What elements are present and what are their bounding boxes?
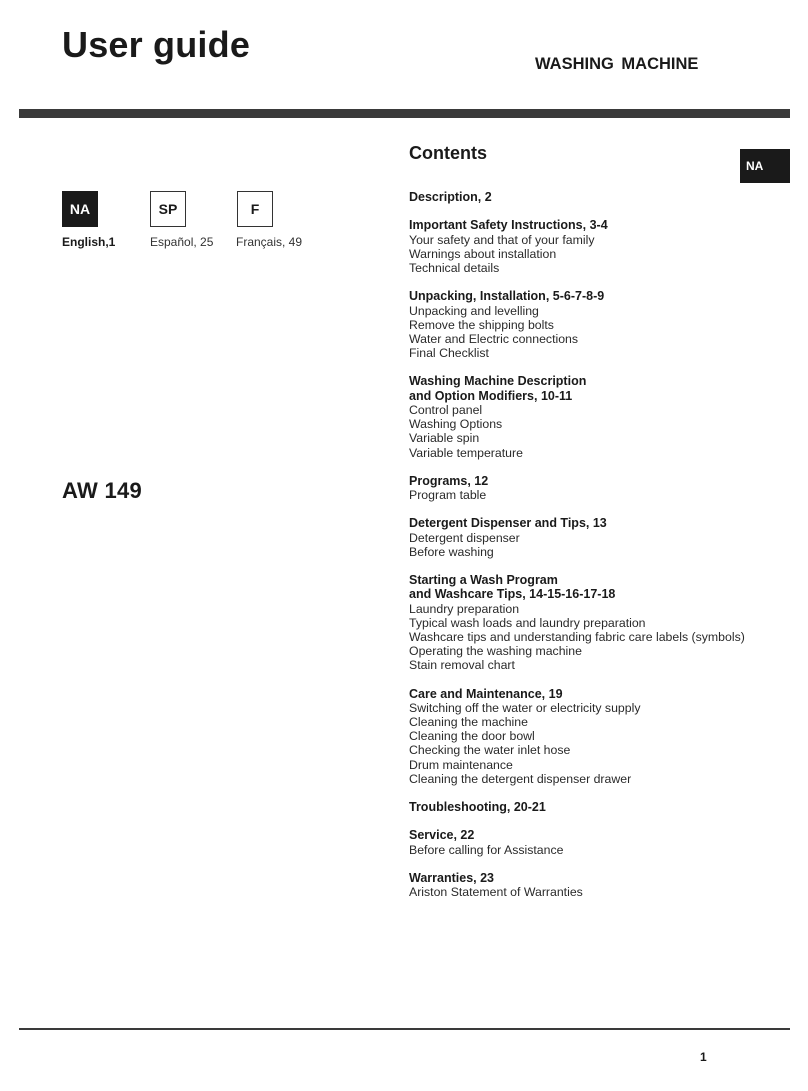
- toc-section: [409, 828, 779, 857]
- toc-item[interactable]: Cleaning the machine: [409, 715, 528, 730]
- toc-item[interactable]: Technical details: [409, 261, 500, 275]
- toc-item[interactable]: Cleaning the door bowl: [409, 729, 535, 744]
- toc-item[interactable]: Variable spin: [409, 431, 480, 446]
- toc-item[interactable]: Remove the shipping bolts: [409, 317, 554, 332]
- toc-section: [409, 218, 779, 275]
- language-label: Français, 49: [236, 235, 303, 249]
- toc-section: [409, 800, 779, 814]
- toc-section: [409, 516, 779, 559]
- toc-item[interactable]: Unpacking and levelling: [409, 303, 539, 318]
- toc-item[interactable]: Warnings about installation: [409, 246, 557, 261]
- toc-section-title[interactable]: Troubleshooting, 20-21: [409, 800, 546, 815]
- product-type-heading: WASHING MACHINE: [535, 55, 699, 73]
- toc-section: [409, 289, 779, 360]
- toc-item[interactable]: Your safety and that of your family: [409, 232, 595, 247]
- toc-item[interactable]: Program table: [409, 488, 487, 503]
- model-number: AW 149: [62, 478, 143, 503]
- toc-item[interactable]: Ariston Statement of Warranties: [409, 885, 583, 900]
- language-code-badge: SP: [150, 191, 186, 227]
- toc-section: [409, 374, 779, 459]
- toc-section: [409, 474, 779, 503]
- toc-section-title[interactable]: Description, 2: [409, 190, 492, 204]
- toc-item[interactable]: Typical wash loads and laundry preparation: [409, 615, 646, 630]
- language-code-badge: F: [237, 191, 273, 227]
- contents-heading: Contents: [409, 143, 487, 163]
- language-label: English,1: [62, 235, 116, 249]
- toc-item[interactable]: Drum maintenance: [409, 757, 513, 772]
- toc-section: [409, 871, 779, 900]
- toc-section-title[interactable]: Programs, 12: [409, 473, 489, 488]
- language-side-tab: NA: [740, 149, 790, 183]
- toc-item[interactable]: Detergent dispenser: [409, 530, 520, 545]
- toc-section-title[interactable]: Detergent Dispenser and Tips, 13: [409, 516, 607, 531]
- toc-item[interactable]: Variable temperature: [409, 445, 523, 460]
- language-label: Español, 25: [150, 235, 214, 249]
- toc-section-title[interactable]: Warranties, 23: [409, 870, 494, 885]
- page-title: User guide: [62, 24, 251, 65]
- language-option-english[interactable]: [62, 191, 116, 249]
- toc-item[interactable]: Water and Electric connections: [409, 331, 579, 346]
- toc-item[interactable]: Before calling for Assistance: [409, 842, 564, 857]
- toc-item[interactable]: Washing Options: [409, 417, 503, 432]
- top-divider: [19, 109, 790, 118]
- toc-section-title[interactable]: Service, 22: [409, 828, 475, 843]
- toc-section-title[interactable]: and Option Modifiers, 10-11: [409, 388, 573, 403]
- toc-section: [409, 190, 779, 204]
- toc-item[interactable]: Washcare tips and understanding fabric care labels (symbols): [409, 629, 745, 644]
- toc-section-title[interactable]: Starting a Wash Program: [409, 572, 558, 587]
- toc-section-title[interactable]: Washing Machine Description: [409, 374, 587, 389]
- toc-section-title[interactable]: Unpacking, Installation, 5-6-7-8-9: [409, 289, 605, 304]
- language-option-french[interactable]: [236, 191, 303, 249]
- toc-item[interactable]: Before washing: [409, 544, 494, 559]
- toc-item[interactable]: Laundry preparation: [409, 601, 520, 616]
- toc-section-title[interactable]: Important Safety Instructions, 3-4: [409, 218, 608, 233]
- toc-section: [409, 573, 779, 673]
- toc-item[interactable]: Control panel: [409, 402, 483, 417]
- toc-item[interactable]: Cleaning the detergent dispenser drawer: [409, 771, 632, 786]
- toc-item[interactable]: Stain removal chart: [409, 658, 515, 673]
- toc-item[interactable]: Final Checklist: [409, 346, 489, 361]
- toc-section-title[interactable]: and Washcare Tips, 14-15-16-17-18: [409, 587, 616, 602]
- toc-item[interactable]: Switching off the water or electricity supply: [409, 700, 641, 715]
- language-option-spanish[interactable]: [150, 191, 214, 249]
- language-code-badge: NA: [62, 191, 98, 227]
- table-of-contents: [409, 190, 779, 913]
- toc-item[interactable]: Operating the washing machine: [409, 644, 582, 659]
- toc-section-title[interactable]: Care and Maintenance, 19: [409, 686, 563, 701]
- bottom-divider: [19, 1028, 790, 1030]
- toc-item[interactable]: Checking the water inlet hose: [409, 743, 571, 758]
- page-number: 1: [700, 1050, 707, 1064]
- toc-section: [409, 687, 779, 787]
